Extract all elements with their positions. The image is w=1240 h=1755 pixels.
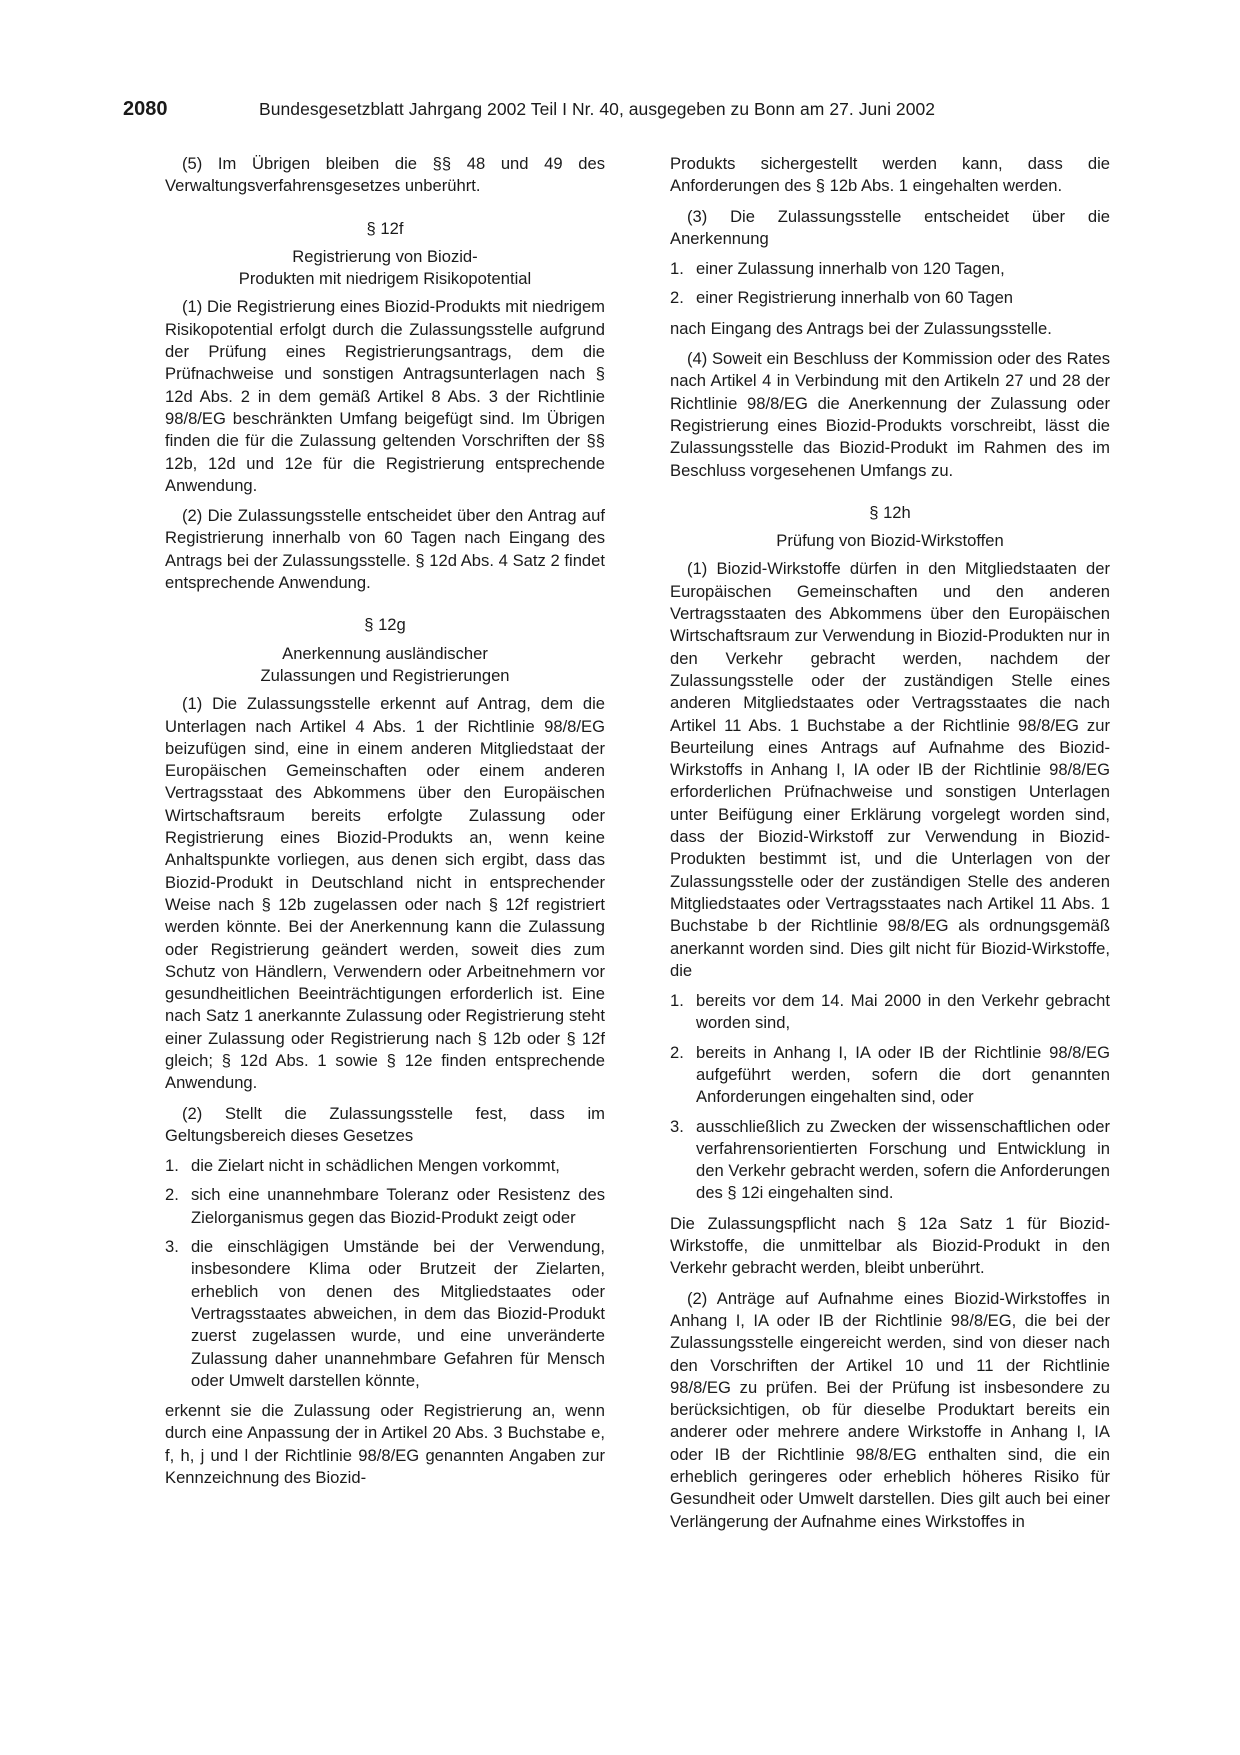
paragraph-12g-1: (1) Die Zulassungsstelle erkennt auf Antrag, dem die Unterlagen nach Artikel 4 Abs. 1 der Richtlinie 98/8/EG beizufügen sind, eine in einem anderen Mitgliedstaat der Europäischen Gemeinschaften oder einem anderen Vertragsstaat des Abkommens über den Europäischen Wirtschaftsraum bereits erfolgte Zulassung oder Registrierung eines Biozid-Produkts an, wenn keine Anhaltspunkte vorliegen, aus denen sich ergibt, dass das Biozid-Produkt in Deutschland nicht in entsprechender Weise nach § 12b zugelassen oder nach § 12f registriert werden könnte. Bei der Anerkennung kann die Zulassung oder Registrierung geändert werden, soweit dies zum Schutz von Händlern, Verwendern oder Arbeitnehmern vor gesundheitlichen Beeinträchtigungen erforderlich ist. Eine nach Satz 1 anerkannte Zulassung oder Registrierung steht einer Zulassung oder Registrierung nach § 12b oder § 12f gleich; § 12d Abs. 1 sowie § 12e finden entsprechende Anwendung. bbox=[165, 694, 605, 1093]
list-item bbox=[165, 1236, 605, 1392]
running-title: Bundesgesetzblatt Jahrgang 2002 Teil I Nr. 40, ausgegeben zu Bonn am 27. Juni 2002 bbox=[259, 99, 936, 119]
list-item bbox=[670, 287, 1110, 309]
paragraph-12g-4: (4) Soweit ein Beschluss der Kommission oder des Rates nach Artikel 4 in Verbindung mit den Artikeln 27 und 28 der Richtlinie 98/8/EG die Anerkennung der Zulassung oder Registrierung eines Biozid-Produkts vorschreibt, lässt die Zulassungsstelle das Biozid-Produkt im Rahmen des im Beschluss vorgesehenen Umfangs zu. bbox=[670, 349, 1110, 480]
list-item-number: 3. bbox=[670, 1116, 684, 1136]
list-item-number: 2. bbox=[165, 1185, 179, 1205]
list-item-text: bereits vor dem 14. Mai 2000 in den Verkehr gebracht worden sind, bbox=[696, 991, 1110, 1033]
paragraph-12g-2-continuation: Produkts sichergestellt werden kann, dass die Anforderungen des § 12b Abs. 1 eingehalten werden. bbox=[670, 154, 1110, 196]
list-item bbox=[670, 1042, 1110, 1109]
paragraph-12f-1: (1) Die Registrierung eines Biozid-Produkts mit niedrigem Risikopotential erfolgt durch die Zulassungsstelle aufgrund der Prüfung eines Registrierungsantrags, dem die Prüfnachweise und sonstigen Antragsunterlagen nach § 12d Abs. 2 in dem gemäß Artikel 8 Abs. 3 der Richtlinie 98/8/EG beschränkten Umfang beigefügt sind. Im Übrigen finden die für die Zulassung geltenden Vorschriften der §§ 12b, 12d und 12e für die Registrierung entsprechende Anwendung. bbox=[165, 297, 605, 495]
list-12g-2 bbox=[165, 1155, 605, 1392]
list-item bbox=[670, 258, 1110, 280]
section-12g-title-line-1: Anerkennung ausländischer bbox=[282, 643, 488, 663]
list-item-text: einer Registrierung innerhalb von 60 Tagen bbox=[696, 288, 1014, 308]
list-item-text: einer Zulassung innerhalb von 120 Tagen, bbox=[696, 259, 1005, 279]
list-item bbox=[165, 1155, 605, 1177]
section-12g-title bbox=[165, 643, 605, 688]
paragraph-12g-2-conclusion: erkennt sie die Zulassung oder Registrierung an, wenn durch eine Anpassung der in Artikel 20 Abs. 3 Buchstabe e, f, h, j und l der Richtlinie 98/8/EG genannten Angaben zur Kennzeichnung des Biozid- bbox=[165, 1401, 605, 1488]
paragraph-12f-2: (2) Die Zulassungsstelle entscheidet über den Antrag auf Registrierung innerhalb von 60 Tagen nach Eingang des Antrags bei der Zulassungsstelle. § 12d Abs. 4 Satz 2 findet entsprechende Anwendung. bbox=[165, 506, 605, 593]
list-item-text: die einschlägigen Umstände bei der Verwendung, insbesondere Klima oder Brutzeit der Zielarten, erheblich von denen des Mitgliedstaates oder Vertragsstaates abweichen, in dem das Biozid-Produkt zuerst zugelassen wurde, und eine unveränderte Zulassung daher unannehmbare Gefahren für Mensch oder Umwelt darstellen könnte, bbox=[191, 1237, 605, 1390]
list-item-text: die Zielart nicht in schädlichen Mengen vorkommt, bbox=[191, 1156, 560, 1176]
list-item-text: bereits in Anhang I, IA oder IB der Richtlinie 98/8/EG aufgeführt werden, sofern die dort genannten Anforderungen eingehalten sind, oder bbox=[696, 1042, 1110, 1107]
list-item-number: 2. bbox=[670, 288, 684, 308]
list-item-text: sich eine unannehmbare Toleranz oder Resistenz des Zielorganismus gegen das Biozid-Produkt zeigt oder bbox=[191, 1185, 605, 1227]
list-12h-1 bbox=[670, 990, 1110, 1205]
list-item-number: 1. bbox=[670, 991, 684, 1011]
section-12f-title-line-2: Produkten mit niedrigem Risikopotential bbox=[238, 269, 532, 289]
section-12f-number: § 12f bbox=[366, 218, 404, 238]
paragraph-12h-2: (2) Anträge auf Aufnahme eines Biozid-Wirkstoffes in Anhang I, IA oder IB der Richtlinie 98/8/EG, die bei der Zulassungsstelle eingereicht werden, sind von dieser nach den Vorschriften der Artikel 10 und 11 der Richtlinie 98/8/EG zu prüfen. Bei der Prüfung ist insbesondere zu berücksichtigen, ob für dieselbe Produktart bereits ein anderer oder mehrere andere Wirkstoffe in Anhang I, IA oder IB der Richtlinie 98/8/EG enthalten sind, die ein erheblich geringeres oder erheblich höheres Risiko für Gesundheit oder Umwelt darstellen. Dies gilt auch bei einer Verlängerung der Aufnahme eines Wirkstoffes in bbox=[670, 1288, 1110, 1531]
section-12g-number: § 12g bbox=[364, 615, 406, 635]
page-header bbox=[123, 98, 1113, 128]
right-column bbox=[670, 153, 1110, 1541]
paragraph-12g-3: (3) Die Zulassungsstelle entscheidet über die Anerkennung bbox=[670, 206, 1110, 248]
list-item bbox=[165, 1184, 605, 1229]
list-12g-3 bbox=[670, 258, 1110, 310]
paragraph-12e-5: (5) Im Übrigen bleiben die §§ 48 und 49 des Verwaltungsverfahrensgesetzes unberührt. bbox=[165, 154, 605, 196]
section-12f-title bbox=[165, 246, 605, 291]
section-12f-title-line-1: Registrierung von Biozid- bbox=[292, 246, 478, 266]
list-item-number: 1. bbox=[165, 1156, 179, 1176]
list-item-number: 3. bbox=[165, 1237, 179, 1257]
list-item bbox=[670, 1116, 1110, 1205]
list-item-text: ausschließlich zu Zwecken der wissenschaftlichen oder verfahrensorientierten Forschung und Entwicklung in den Verkehr gebracht werden, sofern die Anforderungen des § 12i eingehalten sind. bbox=[696, 1116, 1110, 1203]
section-12g-title-line-2: Zulassungen und Registrierungen bbox=[260, 665, 510, 685]
section-12h-number: § 12h bbox=[869, 502, 911, 522]
list-item bbox=[670, 990, 1110, 1035]
section-12h-title: Prüfung von Biozid-Wirkstoffen bbox=[776, 531, 1004, 551]
list-item-number: 2. bbox=[670, 1042, 684, 1062]
paragraph-12h-1: (1) Biozid-Wirkstoffe dürfen in den Mitgliedstaaten der Europäischen Gemeinschaften und den anderen Vertragsstaaten des Abkommens über den Europäischen Wirtschaftsraum zur Verwendung in Biozid-Produkten nur in den Verkehr gebracht werden, nachdem der Zulassungsstelle oder der zuständigen Stelle eines anderen Mitgliedstaates oder Vertragsstaates die nach Artikel 11 Abs. 1 Buchstabe a der Richtlinie 98/8/EG zur Beurteilung eines Antrags auf Aufnahme des Biozid-Wirkstoffs in Anhang I, IA oder IB der Richtlinie 98/8/EG erforderlichen Prüfnachweise und sonstigen Unterlagen unter Beifügung einer Erklärung vorgelegt worden sind, dass der Biozid-Wirkstoff zur Verwendung in Biozid-Produkten bestimmt ist, und die Unterlagen von der Zulassungsstelle oder der zuständigen Stelle des anderen Mitgliedstaates oder Vertragsstaates nach Artikel 11 Abs. 1 Buchstabe b der Richtlinie 98/8/EG als ordnungsgemäß anerkannt worden sind. Dies gilt nicht für Biozid-Wirkstoffe, die bbox=[670, 559, 1110, 980]
paragraph-12g-3-end: nach Eingang des Antrags bei der Zulassungsstelle. bbox=[670, 318, 1052, 338]
paragraph-12g-2: (2) Stellt die Zulassungsstelle fest, dass im Geltungsbereich dieses Gesetzes bbox=[165, 1103, 605, 1145]
paragraph-12h-1-after: Die Zulassungspflicht nach § 12a Satz 1 für Biozid-Wirkstoffe, die unmittelbar als Biozid-Produkt in den Verkehr gebracht werden, bleibt unberührt. bbox=[670, 1213, 1110, 1278]
left-column bbox=[165, 153, 605, 1497]
page-number: 2080 bbox=[123, 98, 168, 120]
list-item-number: 1. bbox=[670, 259, 684, 279]
